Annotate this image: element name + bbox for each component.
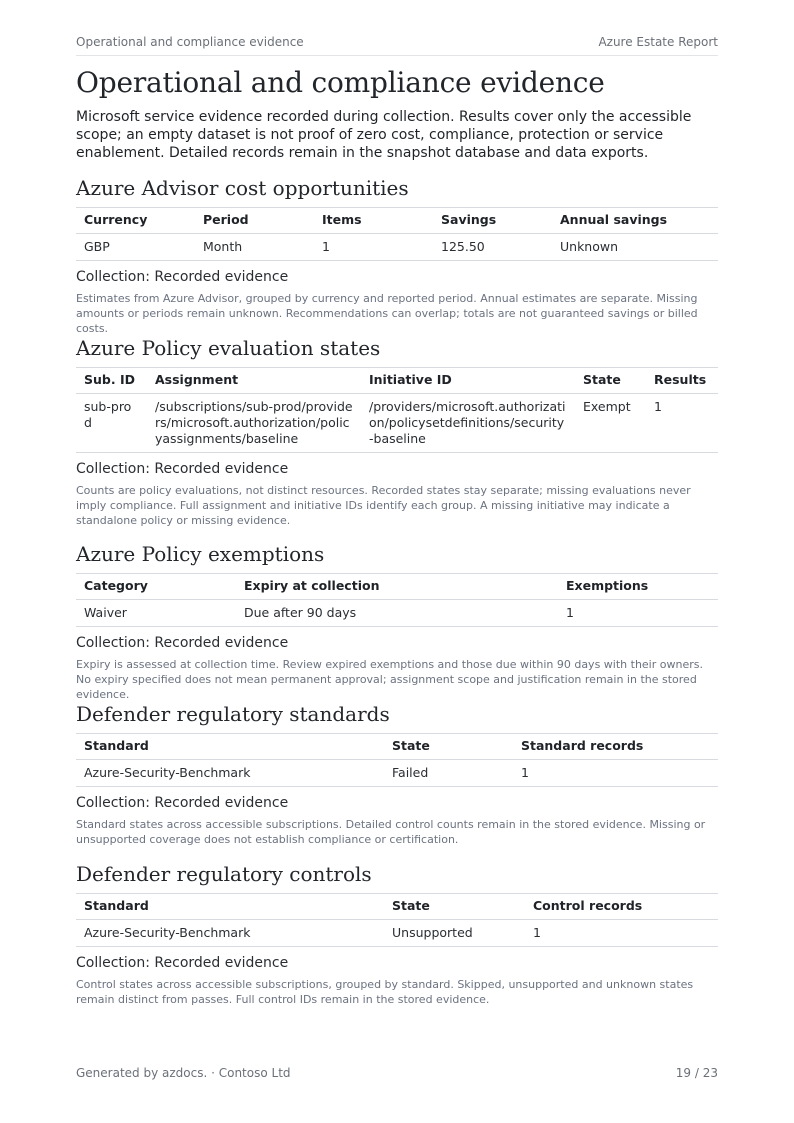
column-header: Exemptions <box>566 578 649 593</box>
section-note: Standard states across accessible subscriptions. Detailed control counts remain in the stored evidence. Missing or unsupported coverage does not establish compliance or certification. <box>76 818 706 846</box>
footer-generator: Generated by azdocs. · Contoso Ltd <box>76 1066 291 1080</box>
column-header: Annual savings <box>560 212 668 227</box>
table-row <box>76 600 718 627</box>
section-heading: Azure Policy evaluation states <box>76 336 381 360</box>
table-cell: sub-prod <box>84 399 132 430</box>
table-cell: Azure-Security-Benchmark <box>84 765 251 780</box>
table-cell: Exempt <box>583 399 631 414</box>
column-header: State <box>392 898 430 913</box>
table-row <box>76 760 718 787</box>
section-heading: Defender regulatory controls <box>76 862 372 886</box>
policy-evaluation-table <box>76 367 718 453</box>
section-note: Counts are policy evaluations, not distinct resources. Recorded states stay separate; missing evaluations never imply compliance. Full assignment and initiative IDs identify each group. A missing initiative may indicate a standalone policy or missing evidence. <box>76 484 691 527</box>
column-header: Standard <box>84 738 149 753</box>
section-policy-evaluation <box>76 335 718 528</box>
table-header-row <box>76 734 718 760</box>
running-header-report: Azure Estate Report <box>598 35 718 49</box>
running-header <box>76 35 718 56</box>
column-header: Standard <box>84 898 149 913</box>
column-header: Sub. ID <box>84 372 135 387</box>
table-header-row <box>76 894 718 920</box>
section-heading: Azure Advisor cost opportunities <box>76 176 409 200</box>
table-cell: Azure-Security-Benchmark <box>84 925 251 940</box>
table-header-row <box>76 574 718 600</box>
defender-standards-table <box>76 733 718 787</box>
section-note: Expiry is assessed at collection time. Review expired exemptions and those due within 90 days with their owners. No expiry specified does not mean permanent approval; assignment scope and justification remain in the stored evidence. <box>76 658 703 701</box>
collection-label: Collection: Recorded evidence <box>76 269 289 285</box>
column-header: Period <box>203 212 249 227</box>
table-cell: 125.50 <box>441 239 485 254</box>
table-cell: 1 <box>521 765 529 780</box>
table-cell: 1 <box>322 239 330 254</box>
column-header: Standard records <box>521 738 644 753</box>
table-cell: Unknown <box>560 239 619 254</box>
collection-label: Collection: Recorded evidence <box>76 795 289 811</box>
section-note: Estimates from Azure Advisor, grouped by currency and reported period. Annual estimates are separate. Missing amounts or periods remain unknown. Recommendations can overlap; totals are not guaranteed savings or billed costs. <box>76 292 698 335</box>
defender-controls-table <box>76 893 718 947</box>
column-header: State <box>583 372 621 387</box>
table-cell: 1 <box>533 925 541 940</box>
collection-label: Collection: Recorded evidence <box>76 635 289 651</box>
column-header: Results <box>654 372 707 387</box>
section-note: Control states across accessible subscriptions, grouped by standard. Skipped, unsupported and unknown states remain distinct from passes. Full control IDs remain in the stored evidence. <box>76 978 694 1006</box>
table-row <box>76 920 718 947</box>
table-cell: Month <box>203 239 243 254</box>
section-advisor-cost <box>76 175 718 336</box>
policy-exemptions-table <box>76 573 718 627</box>
table-cell: 1 <box>566 605 574 620</box>
column-header: Category <box>84 578 148 593</box>
report-page <box>76 0 718 1123</box>
column-header: Assignment <box>155 372 239 387</box>
section-defender-standards <box>76 701 718 847</box>
table-cell: GBP <box>84 239 110 254</box>
section-heading: Azure Policy exemptions <box>76 542 325 566</box>
column-header: Initiative ID <box>369 372 452 387</box>
section-policy-exemptions <box>76 541 718 702</box>
advisor-cost-table <box>76 207 718 261</box>
column-header: Control records <box>533 898 643 913</box>
table-row <box>76 394 718 453</box>
page-title: Operational and compliance evidence <box>76 66 605 99</box>
table-cell: Failed <box>392 765 429 780</box>
table-cell: 1 <box>654 399 662 414</box>
column-header: Savings <box>441 212 497 227</box>
column-header: Expiry at collection <box>244 578 380 593</box>
running-header-section: Operational and compliance evidence <box>76 35 304 49</box>
table-header-row <box>76 208 718 234</box>
intro-paragraph: Microsoft service evidence recorded during collection. Results cover only the accessible scope; an empty dataset is not proof of zero cost, compliance, protection or service enablement. Detailed records remain in the snapshot database and data exports. <box>76 109 692 161</box>
collection-label: Collection: Recorded evidence <box>76 955 289 971</box>
collection-label: Collection: Recorded evidence <box>76 461 289 477</box>
table-header-row <box>76 368 718 394</box>
table-cell: /subscriptions/sub-prod/providers/microsoft.authorization/policyassignments/baseline <box>155 399 353 446</box>
table-cell: Due after 90 days <box>244 605 357 620</box>
column-header: Currency <box>84 212 148 227</box>
table-row <box>76 234 718 261</box>
table-cell: Unsupported <box>392 925 473 940</box>
column-header: Items <box>322 212 362 227</box>
section-heading: Defender regulatory standards <box>76 702 390 726</box>
column-header: State <box>392 738 430 753</box>
table-cell: Waiver <box>84 605 127 620</box>
page-footer <box>76 1066 718 1080</box>
table-cell: /providers/microsoft.authorization/policysetdefinitions/security-baseline <box>369 399 566 446</box>
section-defender-controls <box>76 861 718 1007</box>
page-number: 19 / 23 <box>675 1066 718 1080</box>
